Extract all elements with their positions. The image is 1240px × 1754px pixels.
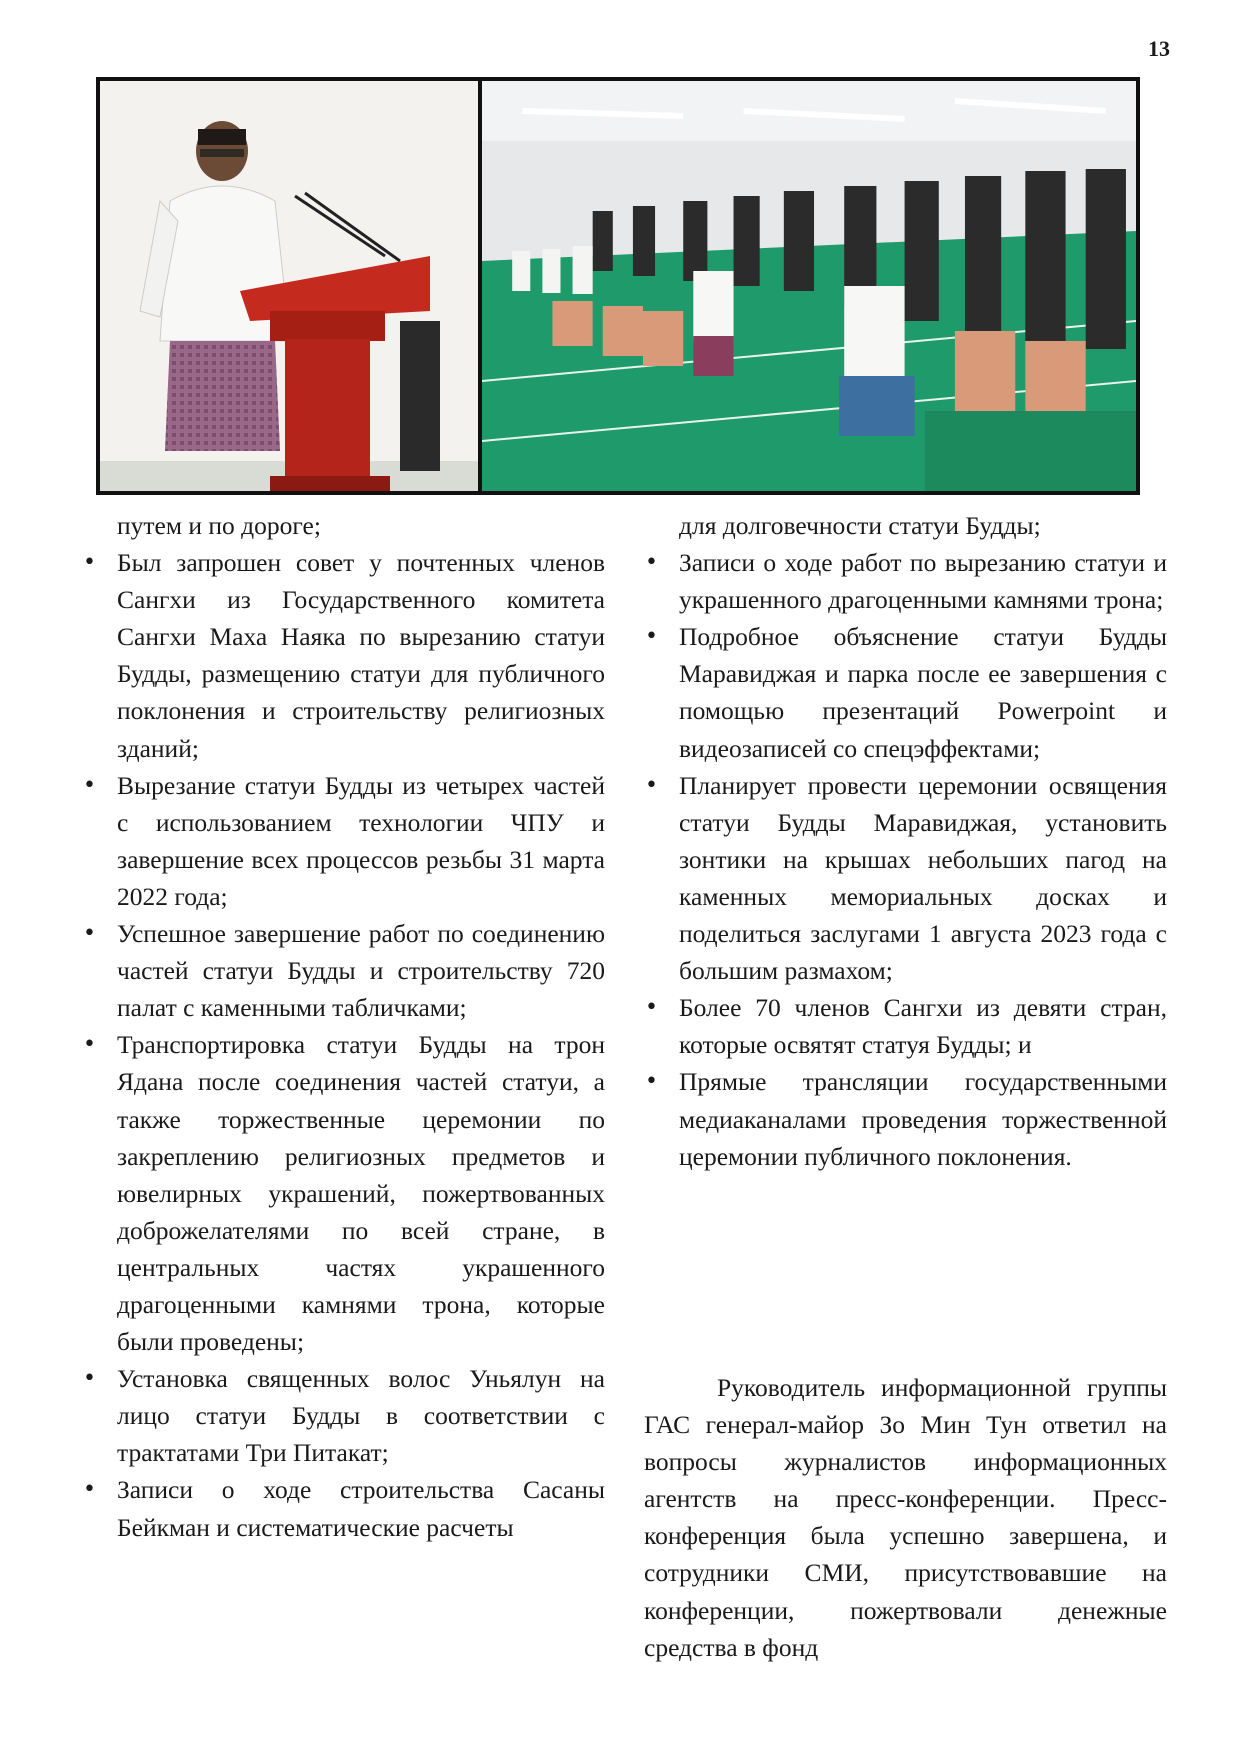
right-continuation-text: для долговечности статуи Будды; xyxy=(679,511,1041,540)
page-number: 13 xyxy=(1148,36,1170,61)
list-item: • Более 70 членов Сангхи из девяти стран, которые освятят статуя Будды; и xyxy=(679,989,1167,1063)
audience-photo-illustration xyxy=(482,81,1136,491)
list-item: • Подробное объяснение статуи Будды Маравиджая и парка после ее завершения с помощью презентаций Powerpoint и видеозаписей со спецэффектами; xyxy=(679,618,1167,766)
list-item: • Вырезание статуи Будды из четырех частей с использованием технологии ЧПУ и завершение всех процессов резьбы 31 марта 2022 года; xyxy=(117,767,605,915)
list-item: • Планирует провести церемонии освящения статуи Будды Маравиджая, установить зонтики на крышах небольших пагод на каменных мемориальных досках и поделиться заслугами 1 августа 2023 года с большим размахом; xyxy=(679,767,1167,990)
left-column xyxy=(117,507,605,1546)
list-item: • Записи о ходе строительства Сасаны Бейкман и систематические расчеты xyxy=(117,1471,605,1545)
photo-frame xyxy=(96,77,1140,495)
closing-paragraph: Руководитель информационной группы ГАС генерал-майор Зо Мин Тун ответил на вопросы журналистов информационных агентств на пресс-конференции. Пресс-конференция была успешно завершена, и сотрудники СМИ, присутствовавшие на конференции, пожертвовали денежные средства в фонд xyxy=(644,1373,1167,1662)
speaker-photo-illustration xyxy=(100,81,478,491)
list-item: • Успешное завершение работ по соединению частей статуи Будды и строительству 720 палат с каменными табличками; xyxy=(117,915,605,1026)
list-item: • Транспортировка статуи Будды на трон Ядана после соединения частей статуи, а также торжественные церемонии по закреплению религиозных предметов и ювелирных украшений, пожертвованных доброжелателями по всей стране, в центральных частях украшенного драгоценными камнями трона, которые были проведены; xyxy=(117,1026,605,1360)
press-conference-audience-photo xyxy=(482,81,1136,491)
right-bullet-list xyxy=(679,544,1167,1175)
right-column xyxy=(679,507,1167,1175)
speaker-at-podium-photo xyxy=(100,81,478,491)
list-item: • Записи о ходе работ по вырезанию статуи и украшенного драгоценными камнями трона; xyxy=(679,544,1167,618)
left-continuation-text: путем и по дороге; xyxy=(117,511,321,540)
list-item: • Установка священных волос Уньялун на лицо статуи Будды в соответствии с трактатами Три Питакат; xyxy=(117,1360,605,1471)
list-item: • Прямые трансляции государственными медиаканалами проведения торжественной церемонии публичного поклонения. xyxy=(679,1063,1167,1174)
left-bullet-list xyxy=(117,544,605,1546)
list-item: • Был запрошен совет у почтенных членов Сангхи из Государственного комитета Сангхи Маха Наяка по вырезанию статуи Будды, размещению статуи для публичного поклонения и строительству религиозных зданий; xyxy=(117,544,605,767)
